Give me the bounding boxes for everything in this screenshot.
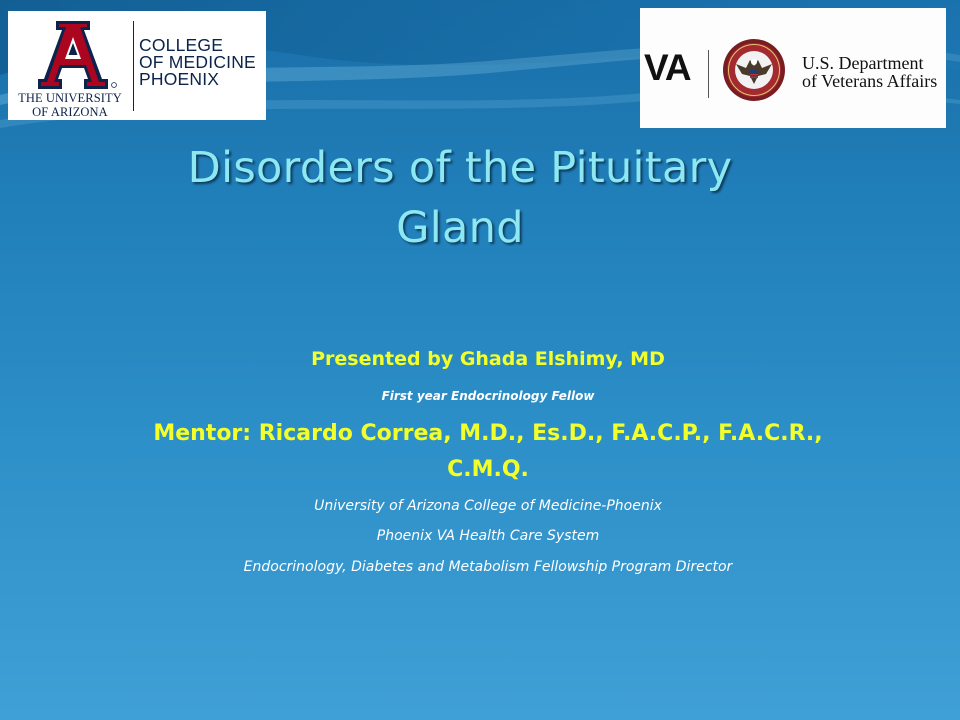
title-line-1: Disorders of the Pituitary (187, 143, 733, 193)
college-of-medicine-text (139, 37, 264, 88)
va-letters: VA (644, 47, 691, 88)
slide-title (60, 138, 860, 258)
college-line-1: COLLEGE (139, 35, 224, 55)
affiliation-program: Endocrinology, Diabetes and Metabolism Fellowship Program Director (243, 559, 733, 575)
arizona-a-logo-icon (26, 19, 120, 91)
university-of-arizona-logo (8, 11, 266, 120)
va-dept-line-1: U.S. Department (802, 53, 924, 73)
va-logo (640, 8, 946, 128)
title-line-2: Gland (396, 203, 524, 253)
affiliation-university: University of Arizona College of Medicine-Phoenix (314, 498, 662, 514)
logo-divider (133, 21, 134, 111)
university-name-text: THE UNIVERSITY OF ARIZONA (18, 91, 122, 119)
affiliation-va: Phoenix VA Health Care System (376, 528, 600, 544)
university-caption (14, 91, 126, 119)
presenter-role: First year Endocrinology Fellow (381, 389, 595, 403)
mentor-line: Mentor: Ricardo Correa, M.D., Es.D., F.A.C.P., F.A.C.R., C.M.Q. (153, 421, 823, 482)
va-dept-line-2: of Veterans Affairs (802, 71, 938, 91)
presenter-line: Presented by Ghada Elshimy, MD (311, 348, 665, 370)
college-line-2: OF MEDICINE (139, 52, 256, 72)
college-line-3: PHOENIX (139, 69, 220, 89)
va-department-name (802, 54, 937, 90)
va-logo-divider (708, 50, 709, 98)
va-seal-icon (722, 38, 786, 102)
